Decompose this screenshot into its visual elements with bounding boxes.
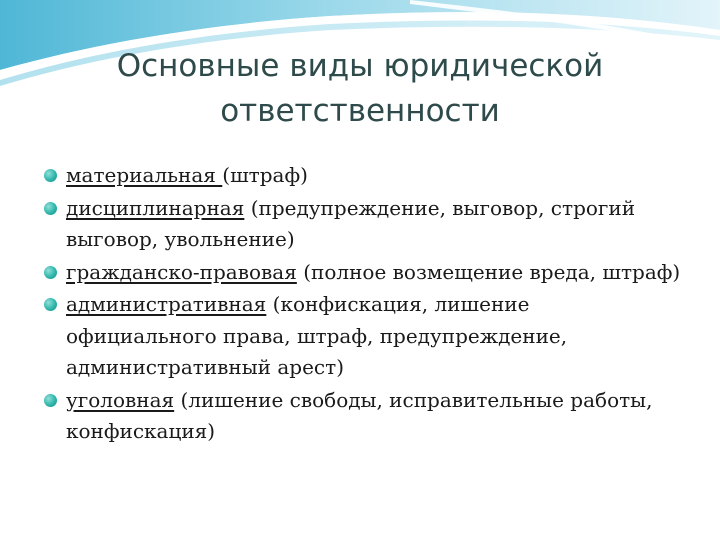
item-description: (конфискация, лишение официального права, штраф, предупреждение, административный арест) (66, 292, 568, 379)
term-criminal: уголовная (66, 387, 175, 412)
bullet-icon (44, 298, 57, 311)
slide-title (30, 44, 690, 134)
term-material: материальная (66, 163, 223, 187)
term-civil: гражданско-правовая (66, 259, 297, 284)
list-item-disciplinary (44, 193, 684, 256)
bullet-icon (44, 202, 57, 215)
list-item-criminal (44, 385, 684, 448)
slide-title-line-1: Основные виды юридической (116, 48, 604, 84)
item-description: (полное возмещение вреда, штраф) (296, 259, 681, 284)
slide-title-line-2: ответственности (220, 93, 500, 129)
item-description: (штраф) (222, 163, 308, 187)
list-item-administrative (44, 289, 684, 384)
bullet-icon (44, 169, 57, 182)
liability-types-list (44, 160, 684, 449)
item-description: (лишение свободы, исправительные работы, конфискация) (66, 387, 653, 443)
bullet-icon (44, 394, 57, 407)
bullet-icon (44, 266, 57, 279)
item-description: (предупреждение, выговор, строгий выговор, увольнение) (66, 195, 636, 251)
list-item-civil (44, 257, 684, 289)
list-item-material (44, 160, 684, 192)
term-disciplinary: дисциплинарная (66, 195, 245, 220)
term-administrative: административная (66, 292, 267, 316)
